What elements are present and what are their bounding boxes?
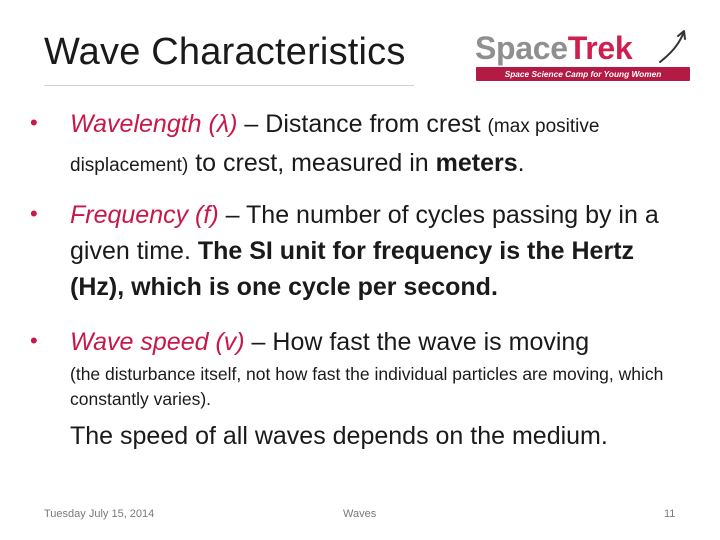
logo-wordmark (475, 28, 632, 68)
bullet-marker: • (30, 201, 38, 226)
spacetrek-logo (470, 28, 690, 82)
definition-text: Distance from crest (265, 110, 488, 138)
parenthetical-note: (max positive displacement) (70, 116, 600, 176)
footer-page-number: 11 (664, 508, 676, 520)
definition-text: The number of cycles passing by in a given time. (70, 201, 659, 265)
bullet-marker: • (30, 328, 38, 353)
footer-title: Waves (343, 508, 377, 520)
medium-statement: The speed of all waves depends on the medium. (70, 422, 608, 450)
definition-text-continued: to crest, measured in (188, 149, 436, 177)
dash: – (244, 328, 273, 356)
bullet-text (70, 197, 670, 305)
bullet-text (70, 106, 670, 184)
footer-date: Tuesday July 15, 2014 (44, 508, 155, 520)
term-wave-speed: Wave speed (v) (70, 328, 245, 356)
slide-title: Wave Characteristics (44, 31, 406, 73)
bullet-wave-speed (30, 324, 670, 454)
bullet-wavelength (30, 106, 670, 184)
swoosh-arrow-icon (656, 28, 690, 68)
period: . (517, 149, 525, 177)
term-frequency: Frequency (f) (70, 201, 219, 229)
si-unit-statement: The SI unit for frequency is the Hertz (Hz), which is one cycle per second. (70, 237, 635, 301)
definition-text: How fast the wave is moving (272, 328, 590, 356)
logo-word-space: Space (475, 30, 568, 66)
dash: – (218, 201, 247, 229)
wave-speed-note: (the disturbance itself, not how fast the individual particles are moving, which constantly varies). (70, 364, 664, 409)
bullet-marker: • (30, 110, 38, 135)
logo-word-trek: Trek (567, 30, 633, 66)
unit-meters: meters (435, 149, 518, 177)
logo-tagline: Space Science Camp for Young Women (476, 67, 690, 81)
bullet-text (70, 324, 670, 360)
bullet-frequency (30, 197, 670, 305)
title-divider (44, 85, 414, 86)
dash: – (237, 110, 266, 138)
term-wavelength: Wavelength (λ) (70, 110, 238, 138)
